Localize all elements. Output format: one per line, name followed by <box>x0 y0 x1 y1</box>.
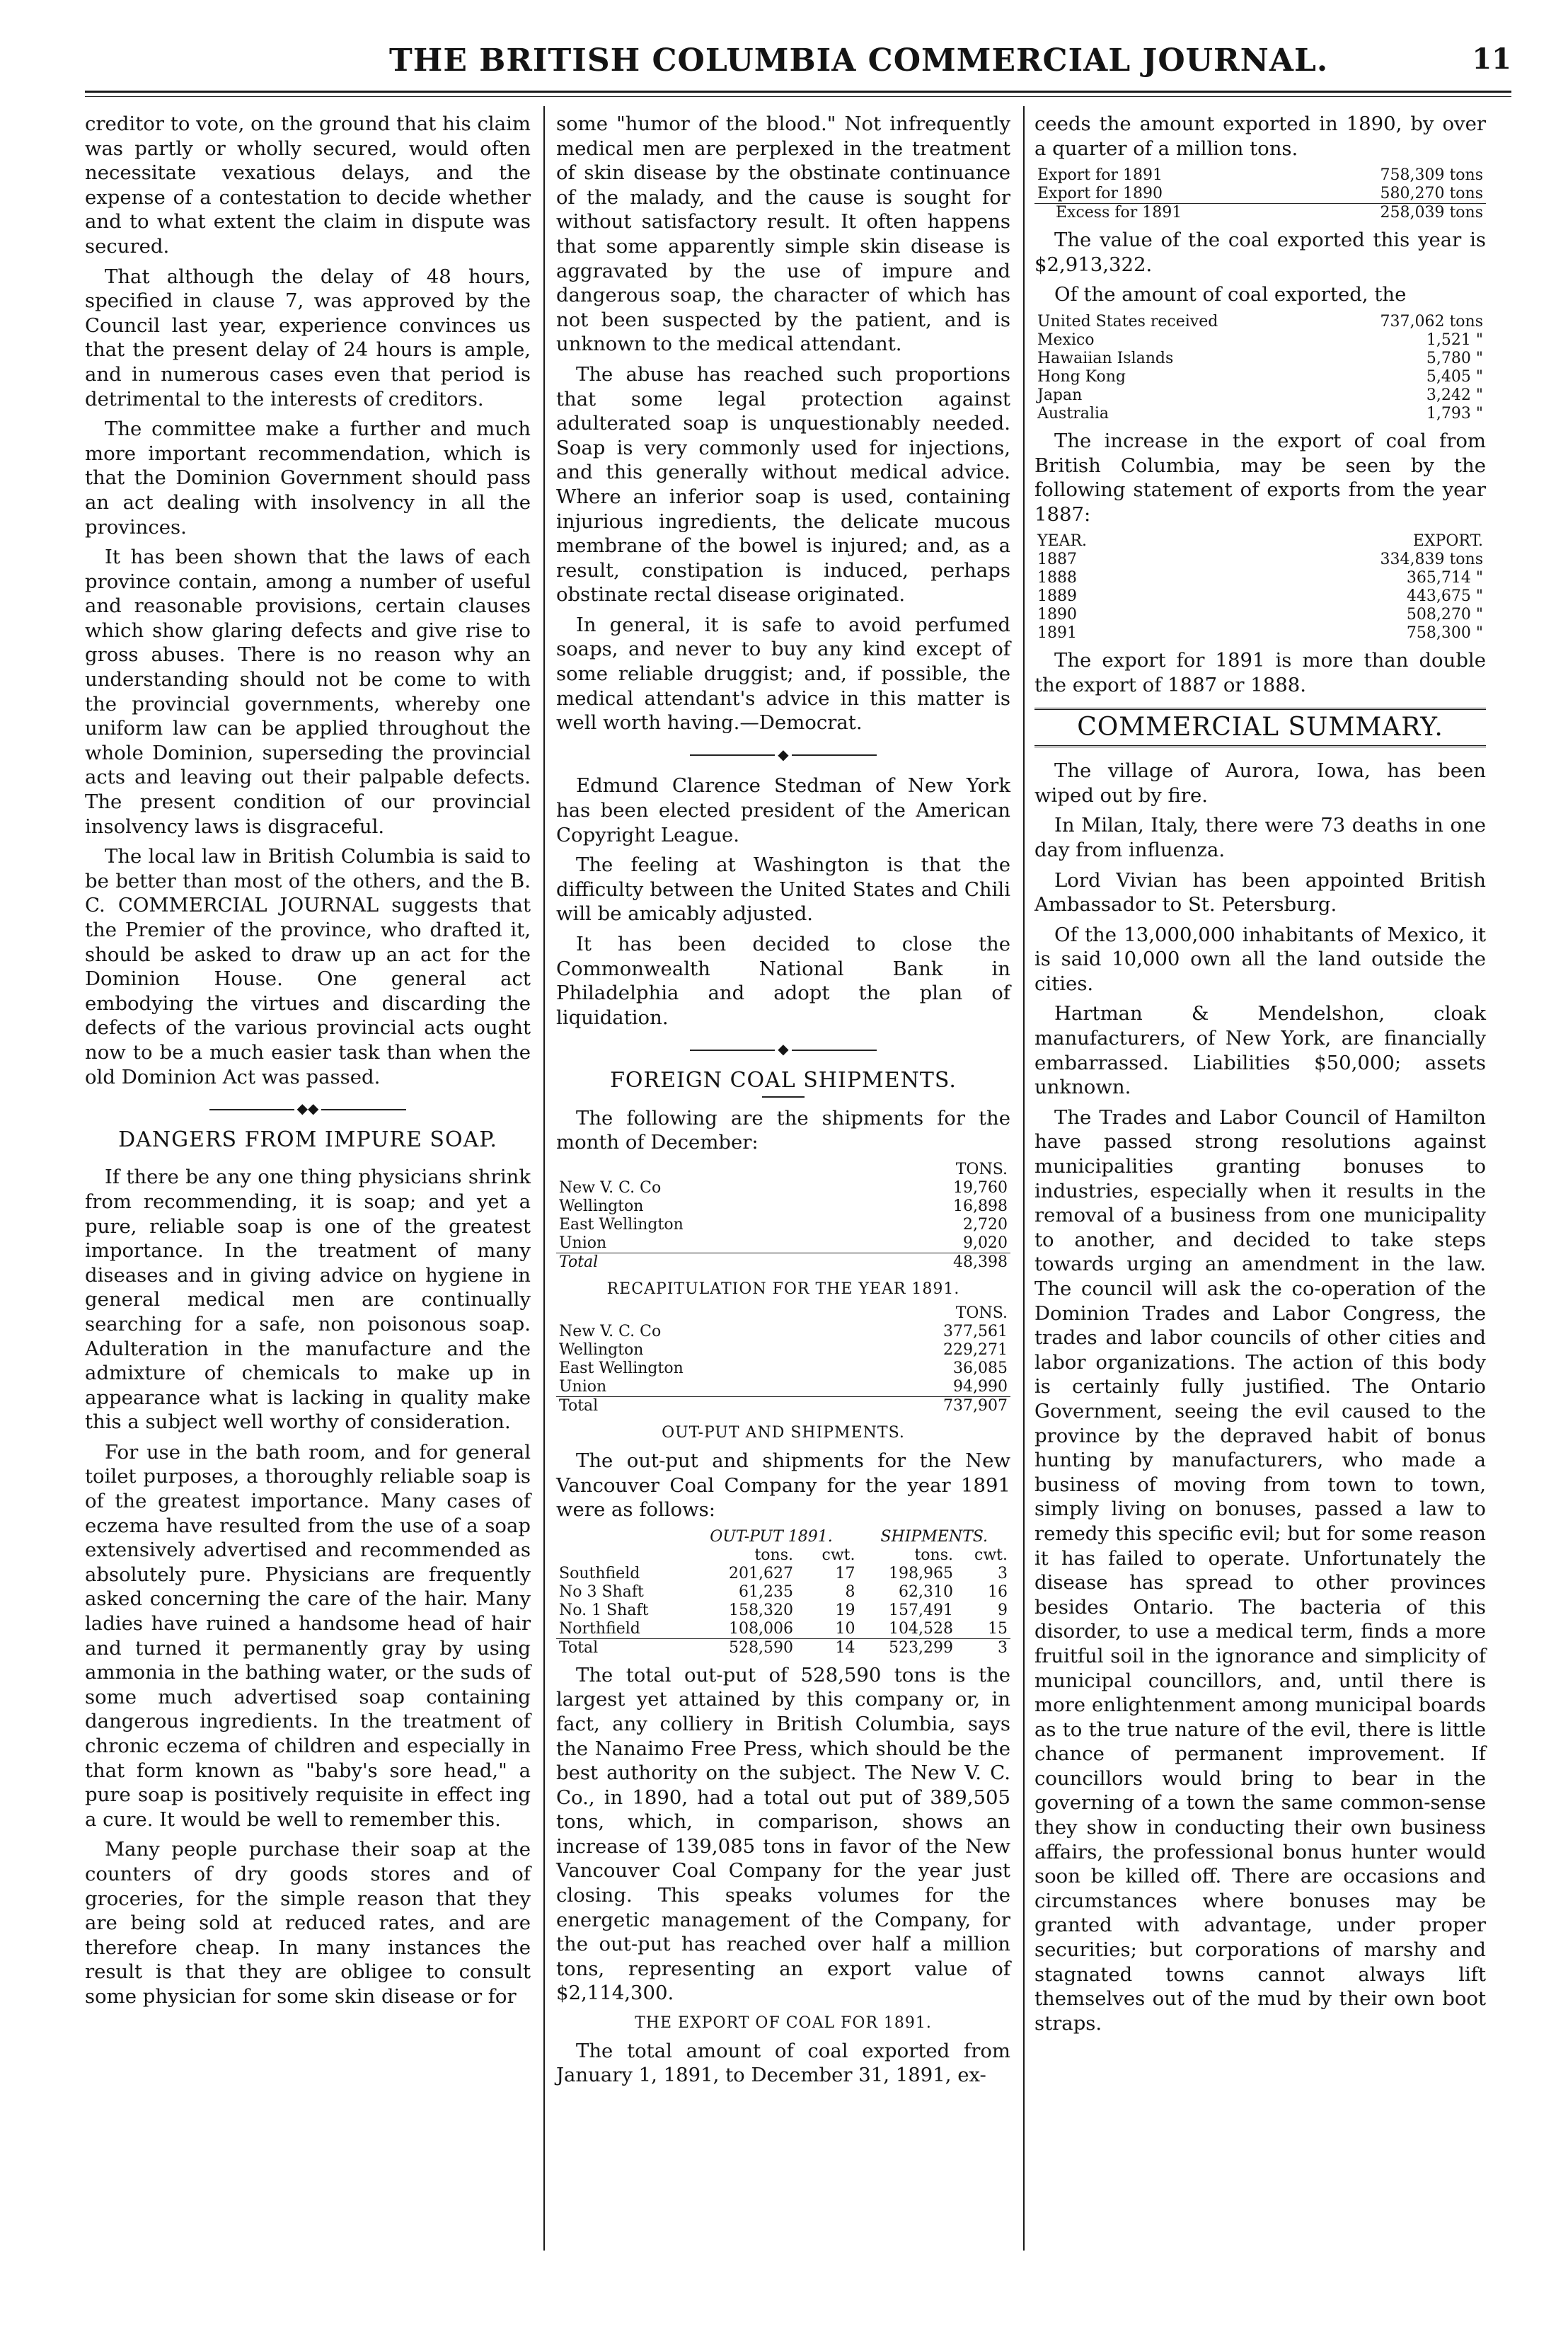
table-row: No. 1 Shaft 158,320 19 157,491 9 <box>559 1601 1008 1619</box>
paragraph: The total out-put of 528,590 tons is the largest yet attained by this company or, in fact, any colliery in British Columbia, says the Nanaimo Free Press, which should be the best authority on the subject. The New V. C. Co., in 1890, had a total out put of 389,505 tons, which, in comparison, shows an increase of 139,085 tons in favor of the New Vancouver Coal Company for the year just closing. This speaks volumes for the energetic management of the Company, for the out-put has reached over half a million tons, representing an export value of $2,114,300. <box>556 1663 1010 2005</box>
paragraph: Lord Vivian has been appointed British Ambassador to St. Petersburg. <box>1034 868 1486 916</box>
recap-heading: RECAPITULATION FOR THE YEAR 1891. <box>606 1280 960 1298</box>
table-row: 1887 334,839 tons <box>1037 551 1483 569</box>
journal-title: THE BRITISH COLUMBIA COMMERCIAL JOURNAL. <box>389 42 1329 79</box>
output-table <box>556 1528 1010 1657</box>
table-row: New V. C. Co 19,760 <box>559 1178 1008 1197</box>
paragraph: Of the 13,000,000 inhabitants of Mexico, it is said 10,000 own all the land outside the cities. <box>1034 923 1486 995</box>
paragraph: If there be any one thing physicians shrink from recommending, it is soap; and yet a pure, reliable soap is one of the greatest importance. In the treatment of many diseases and in giving advice on hygiene in general medical men are continually searching for a safe, non poisonous soap. Adulteration in the manufacture and the admixture of chemicals to make up in appearance what is lacking in quality make this a subject well worthy of consideration. <box>85 1166 531 1434</box>
table-row: Wellington 229,271 <box>559 1341 1008 1360</box>
table-row: 1891 758,300 " <box>1037 624 1483 643</box>
table-row: Northfield 108,006 10 104,528 15 <box>559 1619 1008 1638</box>
table-row: 1889 443,675 " <box>1037 587 1483 606</box>
paragraph: The local law in British Columbia is said to be better than most of the others, and the B. C. COMMERCIAL JOURNAL suggests that the Premier of the province, who drafted it, should be asked to draw up an act for the Dominion House. One general act embodying the virtues and discarding the defects of the various provincial acts ought now to be a much easier task than when the old Dominion Act was passed. <box>85 845 531 1088</box>
table-row: Southfield 201,627 17 198,965 3 <box>559 1564 1008 1582</box>
table-row: 1890 508,270 " <box>1037 606 1483 624</box>
header-rule-thin <box>85 96 1511 97</box>
destination-table <box>1034 313 1486 423</box>
section-heading: COMMERCIAL SUMMARY. <box>1077 712 1443 742</box>
paragraph: The abuse has reached such proportions that some legal protection against adulterated soap is unquestionably needed. Soap is very commonly used for injections, and this generally without medical advice. Where an inferior soap is used, containing injurious ingredients, the delicate mucous membrane of the bowel is injured; and, as a result, constipation is induced, perhaps obstinate rectal disease originated. <box>556 362 1010 607</box>
paragraph: The village of Aurora, Iowa, has been wiped out by fire. <box>1034 759 1486 807</box>
tons-label: TONS. <box>955 1160 1008 1178</box>
paragraph: The Trades and Labor Council of Hamilton have passed strong resolutions against municipalities granting bonuses to industries, especially when it results in the removal of a business from one municipality to another, and decided to take steps towards urging an amendment in the law. The council will ask the co-operation of the Dominion Trades and Labor Congress, the trades and labor councils of other cities and labor organizations. The action of this body is certainly fully justified. The Ontario Government, seeing the evil caused to the province by the depraved habit of bonus hunting by manufacturers, who made a business of moving from town to town, simply living on bonuses, passed a law to remedy this specific evil; but for some reason it has failed to operate. Unfortunately the disease has spread to other provinces besides Ontario. The bacteria of this disorder, to use a medical term, finds a more fruitful soil in the ignorance and simplicity of municipal councillors, and, until there is more enlightenment among municipal boards as to the true nature of the evil, there is little chance of permanent improvement. If councillors would bring to bear in the governing of a town the same common-sense they show in conducting their own business affairs, the professional bonus hunter would soon be killed off. There are occasions and circumstances where bonuses may be granted with advantage, under proper securities; but corporations of marshy and stagnated towns cannot always lift themselves out of the mud by their own boot straps. <box>1034 1105 1486 2035</box>
table-row: Hong Kong 5,405 " <box>1037 367 1483 386</box>
table-total-row: Excess for 1891 258,039 tons <box>1034 204 1486 223</box>
ornament-divider: ◆ <box>556 742 1010 767</box>
page-header <box>85 42 1511 82</box>
paragraph: The feeling at Washington is that the difficulty between the United States and Chili will be amicably adjusted. <box>556 854 1010 926</box>
table-row: United States received 737,062 tons <box>1037 312 1483 331</box>
table-row: Mexico 1,521 " <box>1037 331 1483 349</box>
output-heading: OUT-PUT AND SHIPMENTS. <box>662 1424 905 1442</box>
table-row: East Wellington 2,720 <box>559 1215 1008 1234</box>
recap-table <box>556 1304 1010 1415</box>
table-header-row: OUT-PUT 1891. SHIPMENTS. <box>710 1527 988 1546</box>
article-heading: FOREIGN COAL SHIPMENTS. <box>610 1067 957 1093</box>
paragraph: The total amount of coal exported from January 1, 1891, to December 31, 1891, ex- <box>556 2039 1010 2087</box>
paragraph: Of the amount of coal exported, the <box>1054 283 1407 306</box>
article-heading: DANGERS FROM IMPURE SOAP. <box>118 1127 497 1152</box>
table-row: East Wellington 36,085 <box>559 1360 1008 1378</box>
table-row: Union 9,020 <box>559 1234 1008 1252</box>
paragraph: In Milan, Italy, there were 73 deaths in one day from influenza. <box>1034 814 1486 861</box>
paragraph: The value of the coal exported this year is $2,913,322. <box>1034 229 1486 276</box>
paragraph: Many people purchase their soap at the counters of dry goods stores and of groceries, for the simple reason that they are being sold at reduced rates, and are therefore cheap. In many instances the result is that they are obligee to consult some physician for some skin disease or for <box>85 1838 531 2008</box>
paragraph: That although the delay of 48 hours, specified in clause 7, was approved by the Council last year, experience convinces us that the present delay of 24 hours is ample, and in numerous cases even that period is detrimental to the interests of creditors. <box>85 265 531 410</box>
tons-label: TONS. <box>955 1304 1008 1323</box>
table-row: Union 94,990 <box>559 1378 1008 1396</box>
table-row: New V. C. Co 377,561 <box>559 1323 1008 1341</box>
column-separator <box>543 106 545 2251</box>
paragraph: ceeds the amount exported in 1890, by over a quarter of a million tons. <box>1034 113 1486 160</box>
paragraph: Hartman & Mendelshon, cloak manufacturers, of New York, are financially embarrassed. Liabilities $50,000; assets unknown. <box>1034 1002 1486 1099</box>
table-row: Export for 1890 580,270 tons <box>1037 185 1483 203</box>
table-total-row: Total 737,907 <box>556 1397 1010 1416</box>
table-row: No 3 Shaft 61,235 8 62,310 16 <box>559 1582 1008 1601</box>
table-row: Export for 1891 758,309 tons <box>1037 166 1483 185</box>
table-row: Australia 1,793 " <box>1037 404 1483 423</box>
paragraph: It has been decided to close the Commonwealth National Bank in Philadelphia and adopt the plan of liquidation. <box>556 933 1010 1029</box>
paragraph: It has been shown that the laws of each province contain, among a number of useful and reasonable provisions, certain clauses which show glaring defects and give rise to gross abuses. There is no reason why an understanding should not be come to with the provincial governments, whereby one uniform law can be applied throughout the whole Dominion, superseding the provincial acts and leaving out their palpable defects. The present condition of our provincial insolvency laws is disgraceful. <box>85 546 531 838</box>
paragraph: The out-put and shipments for the New Vancouver Coal Company for the year 1891 were as follows: <box>556 1449 1010 1522</box>
column-separator <box>1023 106 1025 2251</box>
paragraph: The committee make a further and much more important recommendation, which is that the Dominion Government should pass an act dealing with insolvency in all the provinces. <box>85 418 531 539</box>
table-row: Japan 3,242 " <box>1037 386 1483 404</box>
table-row: Hawaiian Islands 5,780 " <box>1037 349 1483 367</box>
export-comparison-table <box>1034 166 1486 222</box>
table-header-row: YEAR. EXPORT. <box>1037 532 1483 551</box>
paragraph: The increase in the export of coal from British Columbia, may be seen by the following statement of exports from the year 1887: <box>1034 429 1486 526</box>
paragraph: some "humor of the blood." Not infrequently medical men are perplexed in the treatment of skin disease by the obstinate continuance of the malady, and the cause is sought for without satisfactory result. It often happens that some apparently simple skin disease is aggravated by the use of impure and dangerous soap, the character of which has not been suspected by the patient, and is unknown to the medical attendant. <box>556 113 1010 356</box>
table-subheader-row: tons. cwt. tons. cwt. <box>754 1546 1008 1564</box>
column-3 <box>1034 112 1486 2041</box>
ornament-divider: ◆ <box>556 1037 1010 1062</box>
table-row: 1888 365,714 " <box>1037 569 1483 587</box>
section-heading-box <box>1034 708 1486 748</box>
table-total-row: Total 528,590 14 523,299 3 <box>556 1638 1010 1657</box>
page-number: 11 <box>1472 42 1511 76</box>
december-shipments-table <box>556 1161 1010 1272</box>
paragraph: The export for 1891 is more than double the export of 1887 or 1888. <box>1034 649 1486 696</box>
table-total-row: Total 48,398 <box>556 1253 1010 1272</box>
paragraph: For use in the bath room, and for general toilet purposes, a thoroughly reliable soap is of the greatest importance. Many cases of eczema have resulted from the use of a soap extensively advertised and recommended as absolutely pure. Physicians are frequently asked concerning the care of the hair. Many ladies have ruined a handsome head of hair and turned it permanently gray by using ammonia in the bathing water, or the suds of some much advertised soap containing dangerous ingredients. In the treatment of chronic eczema of children and especially in that form known as "baby's sore head," a pure soap is positively requisite in effect ing a cure. It would be well to remember this. <box>85 1440 531 1831</box>
short-rule <box>762 1096 805 1098</box>
header-rule <box>85 91 1511 93</box>
paragraph: The following are the shipments for the month of December: <box>556 1106 1010 1154</box>
column-1 <box>85 112 531 2015</box>
yearly-export-table <box>1034 532 1486 643</box>
paragraph: creditor to vote, on the ground that his claim was partly or wholly secured, would often necessitate vexatious delays, and the expense of a contestation to decide whether and to what extent the claim in dispute was secured. <box>85 113 531 258</box>
export-heading: THE EXPORT OF COAL FOR 1891. <box>635 2014 932 2033</box>
table-row: Wellington 16,898 <box>559 1197 1008 1215</box>
column-2 <box>556 112 1010 2093</box>
paragraph: Edmund Clarence Stedman of New York has been elected president of the American Copyright League. <box>556 774 1010 846</box>
paragraph: In general, it is safe to avoid perfumed soaps, and never to buy any kind except of some reliable druggist; and, if possible, the medical attendant's advice in this matter is well worth having.—Democrat. <box>556 613 1010 735</box>
ornament-divider: ◆◆ <box>85 1096 531 1121</box>
